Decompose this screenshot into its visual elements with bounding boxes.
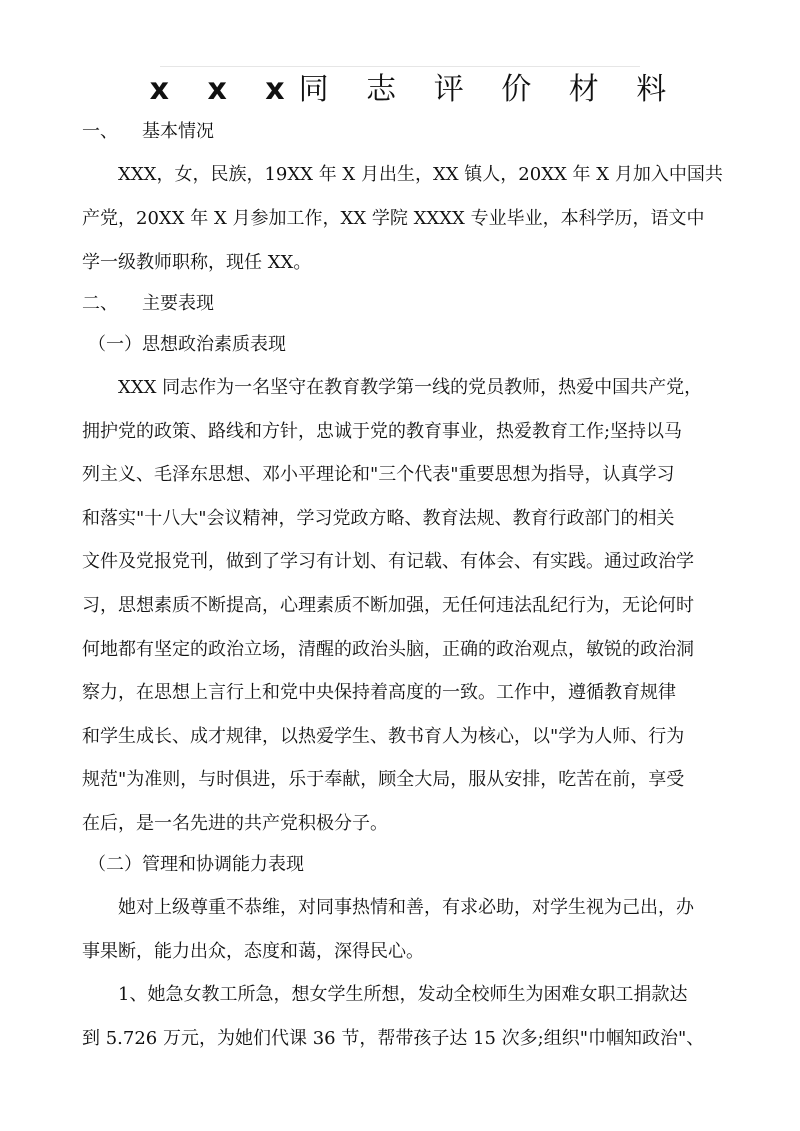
paragraph-line: 事果断，能力出众，态度和蔼，深得民心。 — [82, 941, 424, 962]
paragraph-line: 产党，20XX 年 X 月参加工作，XX 学院 XXXX 专业毕业，本科学历，语文中 — [82, 208, 705, 229]
paragraph-line: 和落实"十八大"会议精神，学习党政方略、教育法规、教育行政部门的相关 — [82, 508, 675, 529]
list-item-line: 到 5.726 万元，为她们代课 36 节，帮带孩子达 15 次多;组织"巾帼知政治"、 — [82, 1028, 705, 1049]
paragraph-line: XXX，女，民族，19XX 年 X 月出生，XX 镇人，20XX 年 X 月加入中国共 — [118, 164, 723, 185]
section-title: 基本情况 — [142, 121, 214, 142]
paragraph-line: 何地都有坚定的政治立场，清醒的政治头脑，正确的政治观点，敏锐的政治洞 — [82, 639, 694, 660]
section-title: 主要表现 — [142, 293, 214, 314]
paragraph-line: 和学生成长、成才规律，以热爱学生、教书育人为核心，以"学为人师、行为 — [82, 726, 685, 747]
paragraph-line: 学一级教师职称，现任 XX。 — [82, 252, 312, 273]
section-number: 二、 — [82, 293, 118, 314]
subsection-heading-management: （二）管理和协调能力表现 — [88, 854, 304, 875]
paragraph-line: 在后，是一名先进的共产党积极分子。 — [82, 813, 388, 834]
paragraph-line: XXX 同志作为一名坚守在教育教学第一线的党员教师，热爱中国共产党， — [118, 377, 703, 398]
paragraph-line: 规范"为准则，与时俱进，乐于奉献，顾全大局，服从安排，吃苦在前，享受 — [82, 769, 685, 790]
paragraph-line: 列主义、毛泽东思想、邓小平理论和"三个代表"重要思想为指导，认真学习 — [82, 464, 675, 485]
document-title — [0, 68, 800, 112]
paragraph-line: 她对上级尊重不恭维，对同事热情和善，有求必助，对学生视为己出，办 — [118, 897, 694, 918]
paragraph-line: 拥护党的政策、路线和方针，忠诚于党的教育事业，热爱教育工作;坚持以马 — [82, 421, 683, 442]
title-text: 同 志 评 价 材 料 — [298, 72, 681, 107]
list-item-line: 1、她急女教工所急，想女学生所想，发动全校师生为困难女职工捐款达 — [118, 984, 688, 1005]
paragraph-line: 文件及党报党刊，做到了学习有计划、有记载、有体会、有实践。通过政治学 — [82, 551, 694, 572]
paragraph-line: 习，思想素质不断提高，心理素质不断加强，无任何违法乱纪行为，无论何时 — [82, 595, 694, 616]
section-heading-performance — [82, 292, 214, 316]
section-heading-basic — [82, 120, 214, 144]
paragraph-line: 察力，在思想上言行上和党中央保持着高度的一致。工作中，遵循教育规律 — [82, 682, 676, 703]
section-number: 一、 — [82, 121, 118, 142]
top-divider — [160, 66, 640, 67]
title-x-mark: x x x — [149, 72, 299, 107]
subsection-heading-political: （一）思想政治素质表现 — [88, 334, 286, 355]
